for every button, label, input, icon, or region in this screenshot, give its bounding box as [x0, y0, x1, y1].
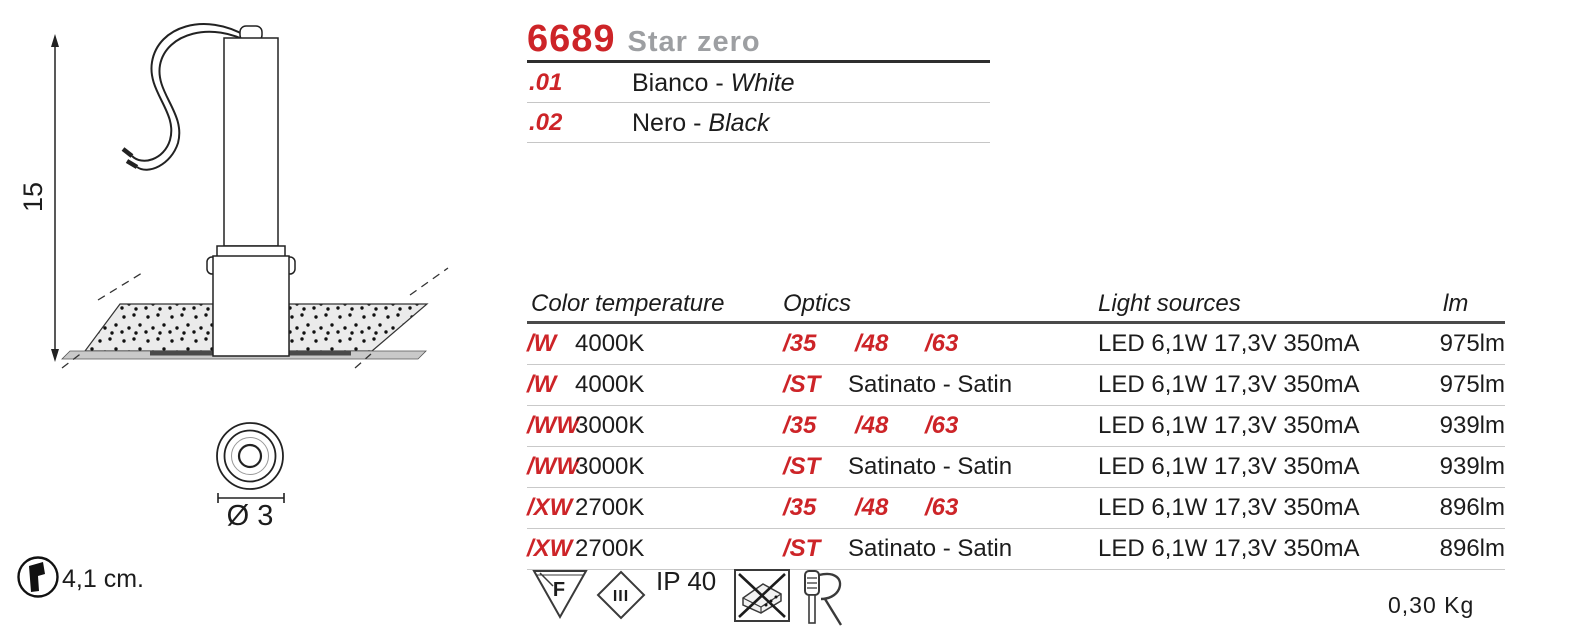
- optic-code-cell: /35: [783, 412, 817, 439]
- optic-code-cell: /35: [783, 330, 817, 357]
- optic-code-cell: /ST: [783, 453, 821, 480]
- temperature-cell: 4000K: [575, 371, 645, 398]
- temp-code-cell: /WW: [527, 412, 579, 439]
- temp-code-cell: /W: [527, 330, 557, 357]
- product-name: Star zero: [627, 26, 761, 58]
- title-underline: [527, 60, 990, 63]
- diameter-dimension-label: Ø 3: [226, 500, 274, 532]
- table-row: [527, 488, 1505, 529]
- optic-label-cell: Satinato - Satin: [848, 535, 1013, 562]
- finish-code: .01: [529, 69, 563, 96]
- finish-code: .02: [529, 109, 563, 136]
- light-source-cell: LED 6,1W 17,3V 350mA: [1098, 535, 1360, 562]
- recess-depth-icon: [19, 558, 58, 597]
- col-header-color-temperature: Color temperature: [531, 290, 725, 317]
- temperature-cell: 2700K: [575, 535, 645, 562]
- optic-code-cell: /48: [855, 330, 889, 357]
- temp-code-cell: /XW: [527, 535, 573, 562]
- optic-label-cell: Satinato - Satin: [848, 371, 1013, 398]
- table-row: [527, 406, 1505, 447]
- f-mark-label: F: [552, 579, 566, 601]
- finish-name-sep: -: [686, 109, 709, 137]
- ip-rating-label: IP 40: [656, 566, 717, 596]
- class-iii-icon: [596, 570, 646, 620]
- temp-code-cell: /WW: [527, 453, 579, 480]
- weight-label: 0,30 Kg: [1388, 592, 1475, 618]
- light-source-cell: LED 6,1W 17,3V 350mA: [1098, 371, 1360, 398]
- temperature-cell: 3000K: [575, 453, 645, 480]
- finish-name-sep: -: [708, 69, 731, 97]
- optic-label-cell: Satinato - Satin: [848, 453, 1013, 480]
- lamp-top-view: [217, 423, 284, 532]
- finish-row: [527, 66, 990, 100]
- finish-name: [632, 66, 795, 100]
- height-dimension: [18, 34, 59, 362]
- temperature-cell: 3000K: [575, 412, 645, 439]
- finish-name-en: White: [730, 69, 795, 97]
- lumen-cell: 975lm: [1439, 330, 1505, 357]
- page-title: [527, 18, 761, 61]
- table-row: [527, 324, 1505, 365]
- temp-code-cell: /W: [527, 371, 557, 398]
- ceiling-section: [62, 256, 448, 368]
- finish-row: [527, 106, 990, 140]
- light-source-cell: LED 6,1W 17,3V 350mA: [1098, 453, 1360, 480]
- optic-code-cell: /63: [925, 494, 959, 521]
- optic-code-cell: /ST: [783, 535, 821, 562]
- height-dimension-label: 15: [18, 181, 48, 213]
- class-iii-label: III: [612, 588, 630, 605]
- f-mark-icon: [531, 567, 589, 621]
- optic-code-cell: /ST: [783, 371, 821, 398]
- temperature-cell: 4000K: [575, 330, 645, 357]
- table-row: [527, 529, 1505, 570]
- col-header-optics: Optics: [783, 290, 852, 317]
- recess-depth-label: 4,1 cm.: [62, 565, 144, 593]
- light-source-cell: LED 6,1W 17,3V 350mA: [1098, 330, 1360, 357]
- spec-table: [527, 288, 1505, 570]
- temp-code-cell: /XW: [527, 494, 573, 521]
- light-source-cell: LED 6,1W 17,3V 350mA: [1098, 494, 1360, 521]
- optic-code-cell: /48: [855, 412, 889, 439]
- lamp-side-view: [207, 26, 295, 274]
- col-header-lm: lm: [1443, 290, 1469, 317]
- table-row: [527, 447, 1505, 488]
- no-insulation-cover-icon: [733, 568, 791, 623]
- optic-code-cell: /63: [925, 330, 959, 357]
- finish-name-en: Black: [708, 109, 770, 137]
- finish-name: [632, 106, 770, 140]
- product-technical-drawing: [0, 0, 500, 643]
- replaceable-light-source-icon: [801, 569, 846, 627]
- lumen-cell: 939lm: [1439, 412, 1505, 439]
- finish-name-it: Bianco: [632, 69, 709, 97]
- optic-code-cell: /48: [855, 494, 889, 521]
- lumen-cell: 975lm: [1439, 371, 1505, 398]
- lumen-cell: 896lm: [1439, 535, 1505, 562]
- optic-code-cell: /35: [783, 494, 817, 521]
- light-source-cell: LED 6,1W 17,3V 350mA: [1098, 412, 1360, 439]
- finish-name-it: Nero: [632, 109, 687, 137]
- product-code: 6689: [527, 18, 616, 60]
- temperature-cell: 2700K: [575, 494, 645, 521]
- lumen-cell: 896lm: [1439, 494, 1505, 521]
- table-row: [527, 365, 1505, 406]
- col-header-light-sources: Light sources: [1098, 290, 1241, 317]
- spec-table-header: [527, 288, 1505, 324]
- lumen-cell: 939lm: [1439, 453, 1505, 480]
- finish-divider: [527, 102, 990, 103]
- finish-divider: [527, 142, 990, 143]
- optic-code-cell: /63: [925, 412, 959, 439]
